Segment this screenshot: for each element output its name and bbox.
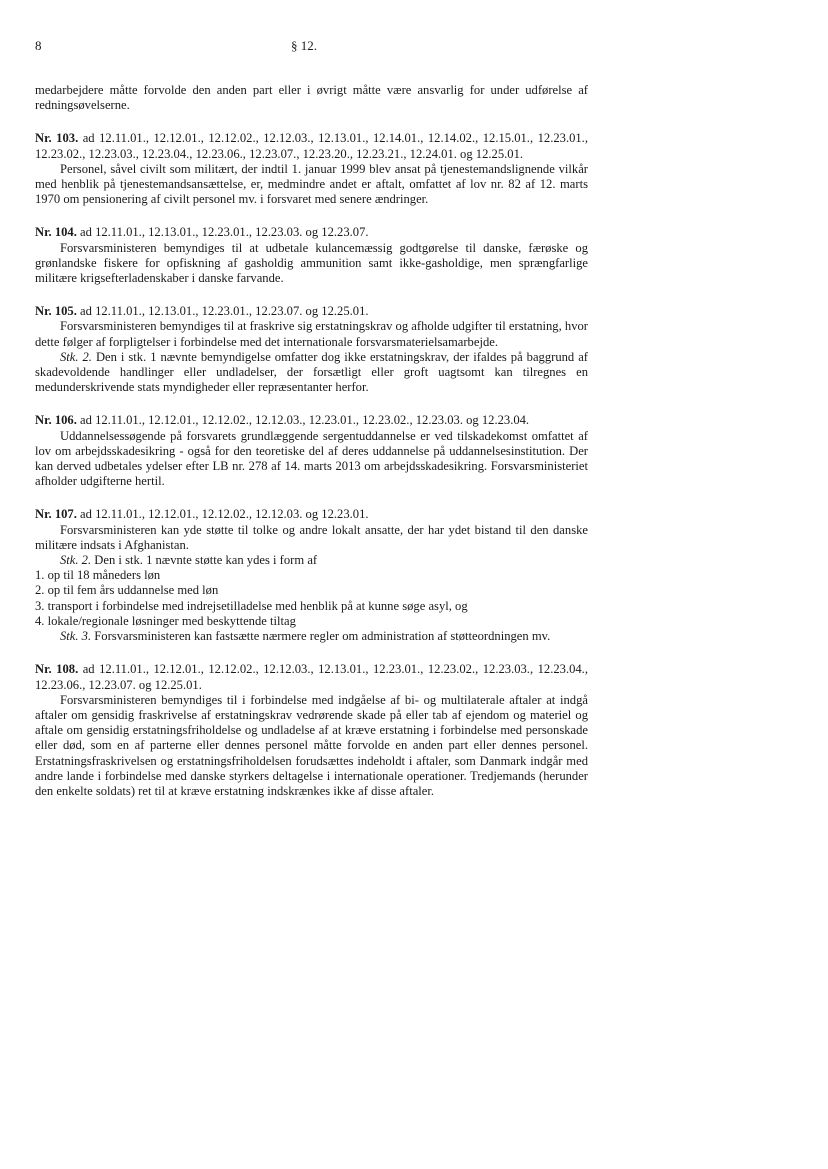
stk-label: Stk. 2. — [60, 553, 92, 568]
entry-stk-paragraph — [35, 350, 588, 396]
stk-label: Stk. 2. — [60, 349, 92, 364]
entry-nr-104 — [35, 225, 588, 286]
entry-text: Forsvarsministeren kan yde støtte til tolke og andre lokalt ansatte, der har ydet bistand til den danske militære indsats i Afghanistan. — [35, 522, 588, 552]
intro-paragraph: medarbejdere måtte forvolde den anden part eller i øvrigt måtte være ansvarlig for under udførelse af redningsøvelserne. — [35, 83, 588, 113]
entry-number: Nr. 104. — [35, 225, 77, 240]
list-item: 2. op til fem års uddannelse med løn — [35, 583, 219, 598]
entry-stk-paragraph — [35, 629, 588, 644]
entry-references: ad 12.11.01., 12.13.01., 12.23.01., 12.23.03. og 12.23.07. — [80, 225, 369, 240]
entry-text: Uddannelsessøgende på forsvarets grundlæggende sergentuddannelse er ved tilskadekomst omfattet af lov om arbejdsskadesikring - også for den teoretiske del af deres uddannelse på uddannelsesinstitution. Der kan derved udbetales ydelser efter LB nr. 278 af 14. marts 2013 om arbejdsskadesikring. Forsvarsministeriet afholder udgifterne hertil. — [35, 428, 588, 489]
entry-nr-103 — [35, 131, 588, 207]
entry-number: Nr. 103. — [35, 131, 79, 146]
entry-nr-108 — [35, 662, 588, 799]
entry-references: ad 12.11.01., 12.12.01., 12.12.02., 12.12.03., 12.23.01., 12.23.02., 12.23.03. og 12.23.04. — [80, 413, 530, 428]
document-body — [35, 83, 588, 799]
entry-references: ad 12.11.01., 12.12.01., 12.12.02., 12.12.03., 12.13.01., 12.23.01., 12.23.02., 12.23.03., 12.23.04., 12.23.06., 12.23.07. og 12.25.01. — [35, 662, 588, 692]
section-heading: § 12. — [291, 38, 317, 53]
list-item: 1. op til 18 måneders løn — [35, 568, 161, 583]
stk-label: Stk. 3. — [60, 629, 92, 644]
entry-nr-105 — [35, 304, 588, 395]
page-header — [35, 38, 588, 54]
entry-heading — [35, 131, 588, 161]
entry-references: ad 12.11.01., 12.12.01., 12.12.02., 12.12.03., 12.13.01., 12.14.01., 12.14.02., 12.15.01., 12.23.01., 12.23.02., 12.23.03., 12.23.04., 12.23.06., 12.23.07., 12.23.20., 12.23.21., 12.24.01. og 12.25.01. — [35, 131, 588, 161]
page-number: 8 — [35, 38, 42, 53]
entry-number: Nr. 107. — [35, 507, 77, 522]
entry-heading — [35, 225, 588, 240]
list-item: 4. lokale/regionale løsninger med beskyttende tiltag — [35, 613, 296, 628]
entry-heading — [35, 413, 588, 428]
entry-references: ad 12.11.01., 12.12.01., 12.12.02., 12.12.03. og 12.23.01. — [80, 507, 369, 522]
entry-heading — [35, 662, 588, 692]
entry-text: Forsvarsministeren bemyndiges til at udbetale kulancemæssig godtgørelse til danske, færøske og grønlandske fiskere for opfiskning af gasholdig ammunition samt ikke-gasholdige, men sprængfarlige militære krigsefterladenskaber i danske farvande. — [35, 240, 588, 286]
entry-text: Forsvarsministeren bemyndiges til at fraskrive sig erstatningskrav og afholde udgifter til erstatning, hvor dette følger af forpligtelser i forbindelse med det internationale forsvarsmaterielsamarbejde. — [35, 319, 588, 349]
entry-text: Forsvarsministeren bemyndiges til i forbindelse med indgåelse af bi- og multilaterale aftaler at indgå aftaler om gensidig fraskrivelse af erstatningskrav vedrørende skade på eller tab af ejendom og materiel og aftale om gensidig erstatningsfriholdelse og undladelse af at kræve erstatning i forbindelse med personskade eller død, som en af parterne eller dennes personel måtte forvolde en anden part eller dennes personel. Erstatningsfraskrivelsen og erstatningsfriholdelsen forudsættes indeholdt i aftaler, som Danmark indgår med andre lande i forbindelse med danske styrkers deltagelse i internationale operationer. Tredjemands (herunder den enkelte soldats) ret til at kræve erstatning indskrænkes ikke af disse aftaler. — [35, 692, 588, 798]
entry-number: Nr. 105. — [35, 304, 77, 319]
entry-nr-107 — [35, 507, 588, 644]
support-list — [35, 568, 588, 629]
entry-text: Personel, såvel civilt som militært, der indtil 1. januar 1999 blev ansat på tjenestemandslignende vilkår med henblik på tjenestemandsansættelse, er, medmindre andet er aftalt, omfattet af lov nr. 82 af 12. marts 1970 om pensionering af civilt personel mv. i forsvaret med senere ændringer. — [35, 161, 588, 207]
entry-references: ad 12.11.01., 12.13.01., 12.23.01., 12.23.07. og 12.25.01. — [80, 304, 369, 319]
entry-number: Nr. 106. — [35, 413, 77, 428]
stk-text: Den i stk. 1 nævnte støtte kan ydes i form af — [94, 553, 318, 568]
stk-text: Forsvarsministeren kan fastsætte nærmere regler om administration af støtteordningen mv. — [94, 629, 551, 644]
entry-heading — [35, 507, 588, 522]
entry-number: Nr. 108. — [35, 662, 79, 677]
stk-text: Den i stk. 1 nævnte bemyndigelse omfatter dog ikke erstatningskrav, der ifaldes på baggrund af skadevoldende handlinger eller undladelser, der forsætligt eller groft uagtsomt kan tilregnes en medunderskrivende stats myndigheder eller repræsentanter herfor. — [35, 349, 588, 395]
entry-heading — [35, 304, 588, 319]
list-item: 3. transport i forbindelse med indrejsetilladelse med henblik på at kunne søge asyl, og — [35, 598, 468, 613]
entry-nr-106 — [35, 413, 588, 489]
entry-stk-paragraph — [35, 553, 588, 568]
